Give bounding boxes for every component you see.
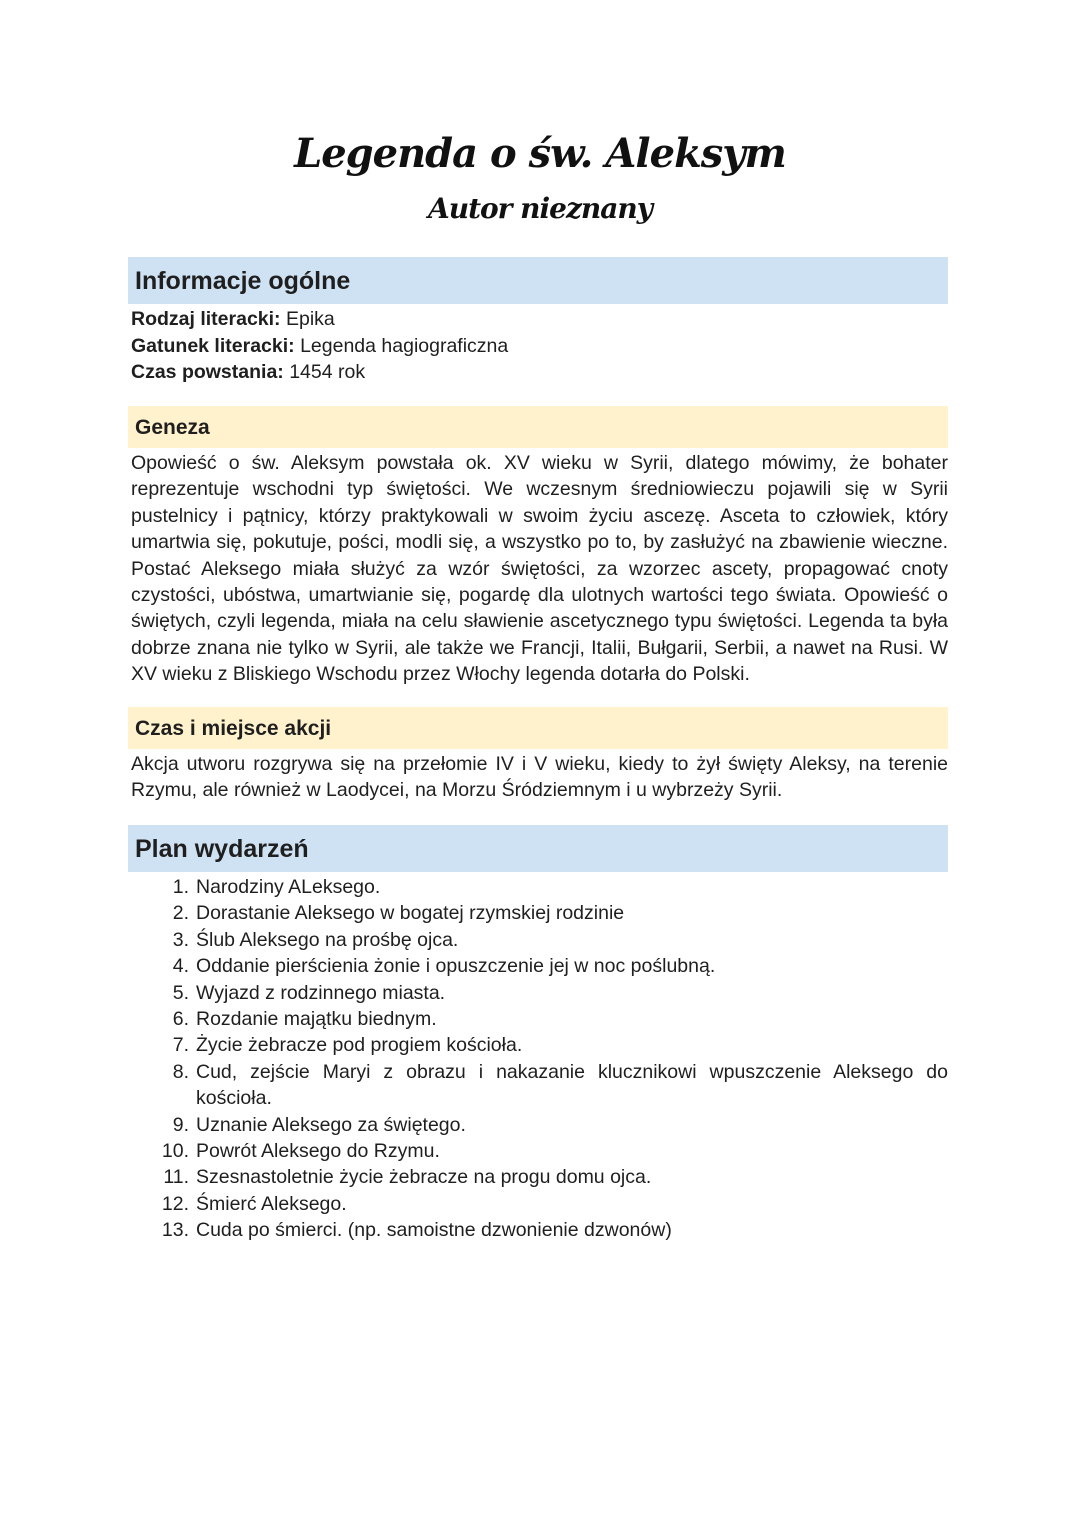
plan-list bbox=[128, 874, 948, 1244]
plan-item-number: 11. bbox=[163, 1166, 189, 1189]
section-heading-czas: Czas i miejsce akcji bbox=[128, 707, 948, 749]
plan-item bbox=[128, 980, 948, 1006]
plan-item-text: Dorastanie Aleksego w bogatej rzymskiej rodzinie bbox=[196, 902, 625, 925]
plan-item-text: Cud, zejście Maryi z obrazu i nakazanie klucznikowi wpuszczenie Aleksego do kościoła. bbox=[196, 1060, 948, 1110]
section-heading-plan: Plan wydarzeń bbox=[128, 825, 948, 872]
plan-item-number: 1. bbox=[172, 876, 189, 898]
plan-item bbox=[128, 953, 948, 979]
plan-item bbox=[128, 1191, 948, 1217]
plan-item bbox=[128, 900, 948, 926]
section-czas bbox=[128, 707, 948, 804]
document-title: Legenda o św. Aleksym bbox=[294, 130, 786, 177]
info-label: Czas powstania: bbox=[131, 361, 284, 383]
czas-paragraph: Akcja utworu rozgrywa się na przełomie IV i V wieku, kiedy to żył święty Aleksy, na terenie Rzymu, ale również w Laodycei, na Morzu Śródziemnym i u wybrzeży Syrii. bbox=[131, 753, 948, 802]
plan-item-text: Narodziny ALeksego. bbox=[196, 876, 381, 898]
plan-item-text: Wyjazd z rodzinnego miasta. bbox=[196, 981, 446, 1004]
info-value: Legenda hagiograficzna bbox=[294, 334, 509, 357]
plan-item-number: 12. bbox=[161, 1192, 189, 1215]
plan-item bbox=[128, 1059, 948, 1112]
plan-item-text: Cuda po śmierci. (np. samoistne dzwonienie dzwonów) bbox=[196, 1219, 672, 1242]
plan-item bbox=[128, 1164, 948, 1190]
plan-item bbox=[128, 1217, 948, 1243]
plan-item-number: 6. bbox=[172, 1008, 189, 1031]
plan-item-text: Powrót Aleksego do Rzymu. bbox=[196, 1140, 440, 1163]
geneza-paragraph: Opowieść o św. Aleksym powstała ok. XV wieku w Syrii, dlatego mówimy, że bohater reprezentuje wschodni typ świętości. We wczesnym średniowieczu pojawili się w Syrii pustelnicy i pątnicy, którzy praktykowali w swoim życiu ascezę. Asceta to człowiek, który umartwia się, pokutuje, pości, modli się, a wszystko po to, by zasłużyć na zbawienie wieczne. Postać Aleksego miała służyć za wzór świętości, za wzorzec ascety, propagować cnoty czystości, ubóstwa, umartwianie się, pogardę dla ulotnych wartości tego świata. Opowieść o świętych, czyli legenda, miała na celu sławienie ascetycznego typu świętości. Legenda ta była dobrze znana nie tylko w Syrii, ale także we Francji, Italii, Bułgarii, Serbii, a nawet na Rusi. W XV wieku z Bliskiego Wschodu przez Włochy legenda dotarła do Polski. bbox=[131, 452, 948, 686]
plan-item-number: 10. bbox=[161, 1140, 189, 1163]
plan-item-text: Życie żebracze pod progiem kościoła. bbox=[196, 1034, 523, 1057]
plan-item-text: Ślub Aleksego na prośbę ojca. bbox=[196, 928, 459, 951]
plan-item bbox=[128, 927, 948, 953]
plan-item-number: 3. bbox=[172, 928, 189, 951]
section-info bbox=[128, 257, 948, 386]
plan-item bbox=[128, 874, 948, 900]
plan-item-text: Rozdanie majątku biednym. bbox=[196, 1008, 437, 1031]
plan-item-text: Szesnastoletnie życie żebracze na progu domu ojca. bbox=[196, 1166, 652, 1189]
info-row-type bbox=[131, 333, 948, 360]
plan-item-text: Uznanie Aleksego za świętego. bbox=[196, 1113, 466, 1136]
plan-item bbox=[128, 1032, 948, 1058]
plan-item bbox=[128, 1112, 948, 1138]
plan-item-number: 9. bbox=[172, 1113, 189, 1136]
plan-item-number: 8. bbox=[172, 1060, 189, 1083]
plan-item-number: 13. bbox=[161, 1219, 189, 1242]
plan-item-number: 7. bbox=[172, 1034, 189, 1057]
plan-item bbox=[128, 1006, 948, 1032]
section-heading-geneza: Geneza bbox=[128, 406, 948, 448]
info-value: Epika bbox=[280, 308, 335, 330]
section-geneza bbox=[128, 406, 948, 688]
section-plan bbox=[128, 825, 948, 1244]
plan-item-text: Oddanie pierścienia żonie i opuszczenie jej w noc poślubną. bbox=[196, 955, 716, 978]
plan-item bbox=[128, 1138, 948, 1164]
document-subtitle: Autor nieznany bbox=[427, 192, 653, 225]
plan-item-number: 2. bbox=[172, 902, 189, 925]
section-heading-info: Informacje ogólne bbox=[128, 257, 948, 304]
info-row-genre bbox=[131, 306, 948, 333]
info-label: Rodzaj literacki: bbox=[131, 308, 281, 330]
info-label: Gatunek literacki: bbox=[131, 334, 295, 357]
plan-item-number: 4. bbox=[172, 955, 189, 978]
info-value: 1454 rok bbox=[283, 361, 366, 383]
plan-item-text: Śmierć Aleksego. bbox=[196, 1192, 347, 1215]
info-row-date bbox=[131, 359, 948, 386]
plan-item-number: 5. bbox=[172, 981, 189, 1004]
